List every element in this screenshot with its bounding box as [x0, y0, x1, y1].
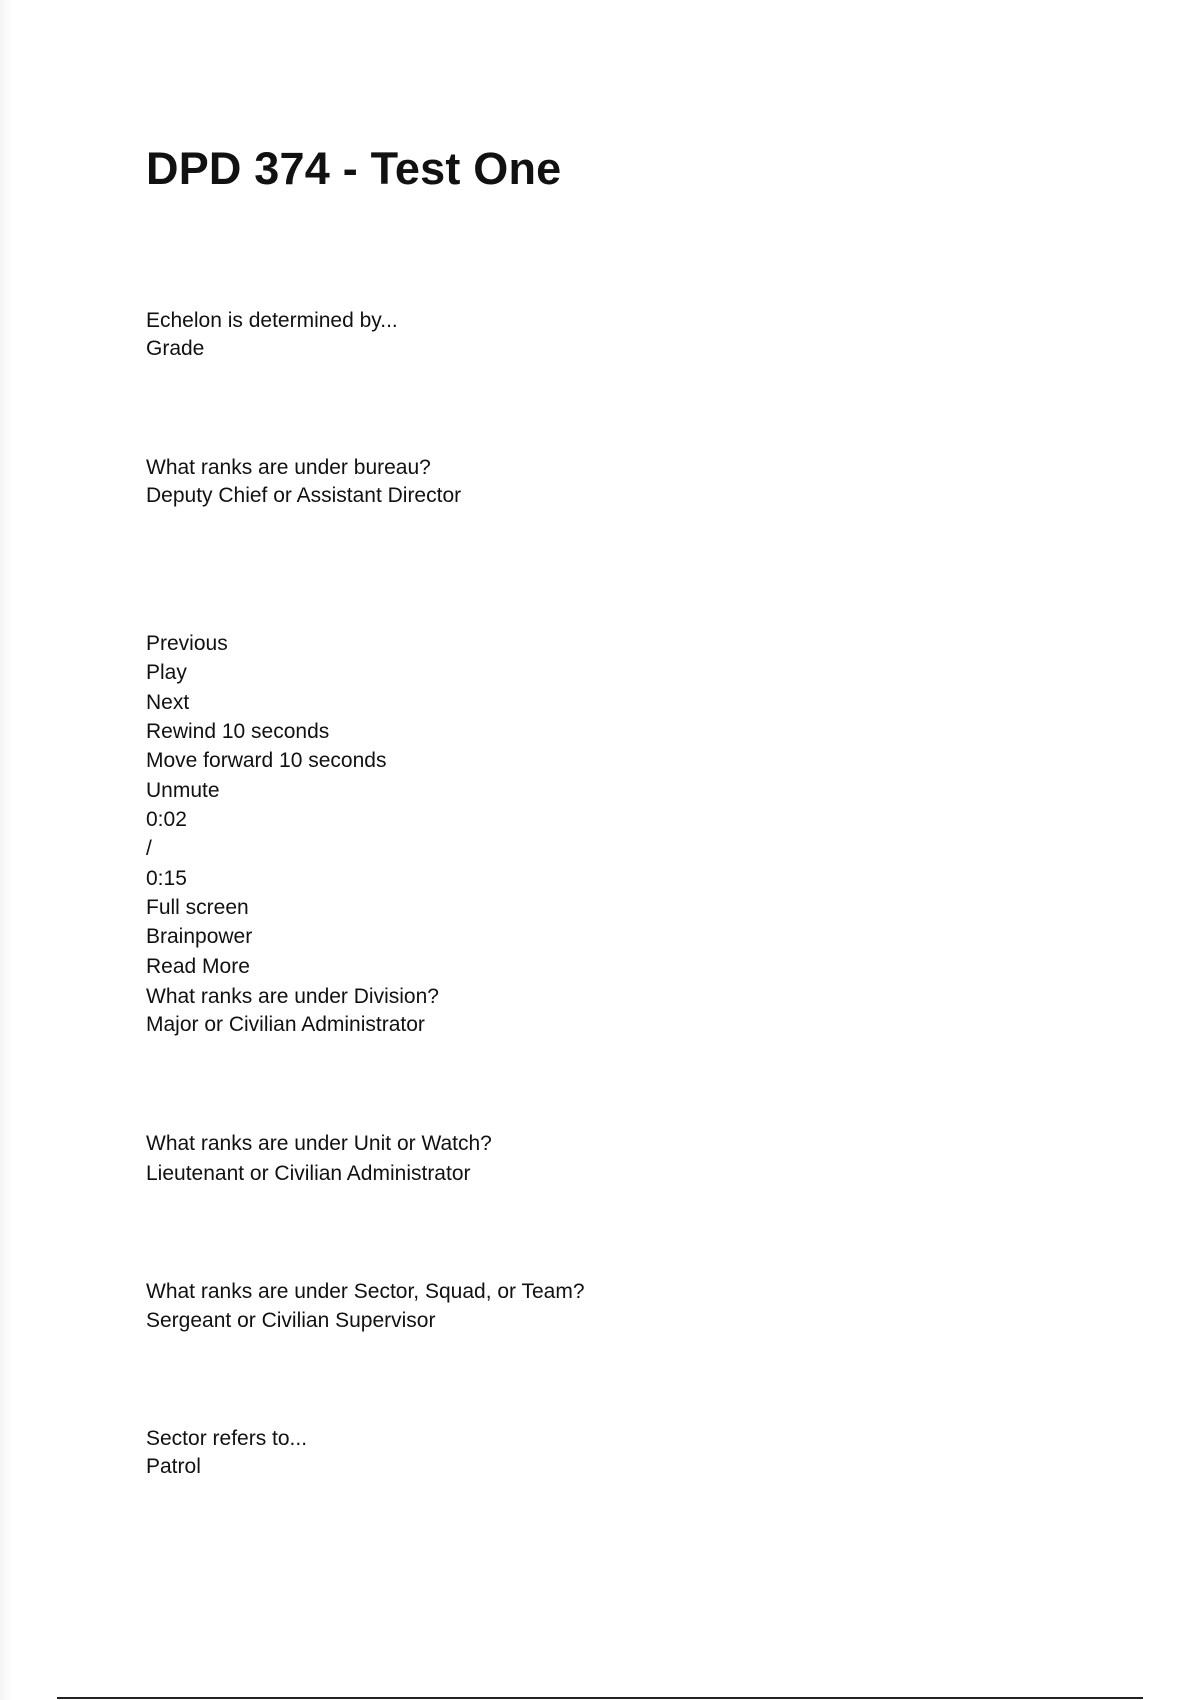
card-answer: Lieutenant or Civilian Administrator — [146, 1162, 471, 1185]
rewind-button[interactable]: Rewind 10 seconds — [146, 720, 330, 743]
card-answer: Sergeant or Civilian Supervisor — [146, 1309, 436, 1332]
card-question: What ranks are under Division? — [146, 985, 439, 1008]
current-time: 0:02 — [146, 808, 187, 831]
play-button[interactable]: Play — [146, 661, 187, 684]
duration: 0:15 — [146, 867, 187, 890]
read-more-link[interactable]: Read More — [146, 955, 250, 978]
previous-button[interactable]: Previous — [146, 632, 228, 655]
card-question: What ranks are under bureau? — [146, 456, 431, 479]
card-question: Echelon is determined by... — [146, 309, 398, 332]
page-title: DPD 374 - Test One — [146, 143, 562, 194]
card-question: What ranks are under Unit or Watch? — [146, 1132, 492, 1155]
card-question: Sector refers to... — [146, 1427, 308, 1450]
forward-button[interactable]: Move forward 10 seconds — [146, 749, 387, 772]
brand-link[interactable]: Brainpower — [146, 925, 253, 948]
unmute-button[interactable]: Unmute — [146, 779, 220, 802]
next-button[interactable]: Next — [146, 691, 190, 714]
page-edge-shadow — [0, 0, 12, 1700]
card-question: What ranks are under Sector, Squad, or Team? — [146, 1280, 585, 1303]
card-answer: Deputy Chief or Assistant Director — [146, 484, 462, 507]
card-answer: Major or Civilian Administrator — [146, 1013, 425, 1036]
time-separator: / — [146, 837, 152, 860]
card-answer: Patrol — [146, 1455, 201, 1478]
fullscreen-button[interactable]: Full screen — [146, 896, 249, 919]
bottom-divider — [57, 1697, 1143, 1699]
card-answer: Grade — [146, 337, 205, 360]
